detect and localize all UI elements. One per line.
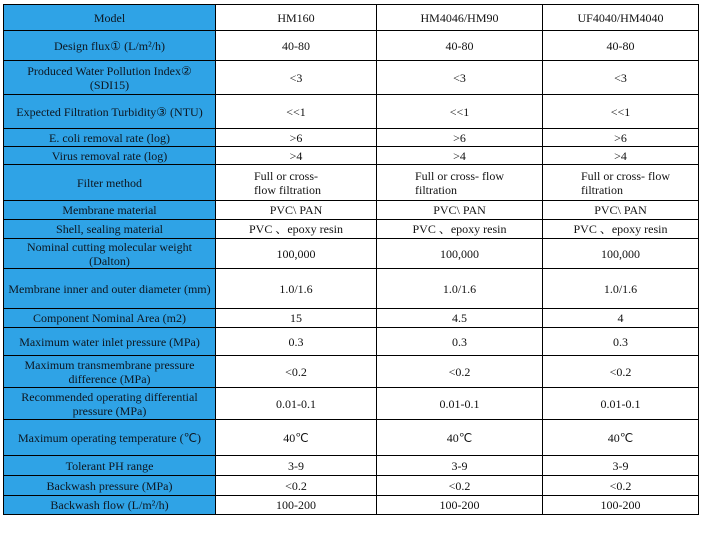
spec-row-maximum-water-inlet-pressure-mpa	[4, 328, 699, 356]
spec-value: >4	[377, 147, 543, 165]
spec-value-line: Full or cross- flow	[581, 168, 670, 183]
spec-value: PVC 、epoxy resin	[216, 220, 377, 239]
spec-value: 100,000	[377, 239, 543, 269]
spec-value: <3	[377, 61, 543, 95]
spec-value: >6	[216, 129, 377, 147]
spec-row-recommended-operating-differential-pressure-mpa	[4, 388, 699, 420]
spec-value: >6	[543, 129, 699, 147]
row-label: Recommended operating differential pressure (MPa)	[4, 388, 216, 420]
spec-value: >6	[377, 129, 543, 147]
spec-value: 1.0/1.6	[216, 269, 377, 309]
spec-value: <<1	[543, 95, 699, 129]
model-name-hm4046-hm90: HM4046/HM90	[377, 5, 543, 31]
spec-row-membrane-material	[4, 201, 699, 220]
spec-value: 100,000	[216, 239, 377, 269]
spec-value: <3	[216, 61, 377, 95]
row-label: Nominal cutting molecular weight (Dalton)	[4, 239, 216, 269]
spec-row-maximum-transmembrane-pressure-difference-mpa	[4, 356, 699, 388]
spec-value: <0.2	[216, 476, 377, 496]
spec-value: PVC\ PAN	[216, 201, 377, 220]
spec-row-expected-filtration-turbidity-ntu	[4, 95, 699, 129]
row-label: Design flux① (L/m²/h)	[4, 31, 216, 61]
row-label: Maximum transmembrane pressure difference (MPa)	[4, 356, 216, 388]
spec-value: 100-200	[543, 496, 699, 515]
spec-row-backwash-pressure-mpa	[4, 476, 699, 496]
spec-value	[543, 165, 699, 201]
row-label: Maximum water inlet pressure (MPa)	[4, 328, 216, 356]
spec-value: 0.01-0.1	[543, 388, 699, 420]
spec-value: >4	[543, 147, 699, 165]
spec-value: 40-80	[216, 31, 377, 61]
spec-value: 1.0/1.6	[543, 269, 699, 309]
spec-value: 40-80	[543, 31, 699, 61]
spec-value: <0.2	[216, 356, 377, 388]
spec-value: PVC 、epoxy resin	[543, 220, 699, 239]
spec-row-shell-sealing-material	[4, 220, 699, 239]
spec-value: 3-9	[216, 456, 377, 476]
spec-value: PVC 、epoxy resin	[377, 220, 543, 239]
row-label: Backwash flow (L/m²/h)	[4, 496, 216, 515]
spec-row-produced-water-pollution-index-sdi15	[4, 61, 699, 95]
spec-value: >4	[216, 147, 377, 165]
spec-value: <<1	[377, 95, 543, 129]
spec-value: 0.3	[216, 328, 377, 356]
specification-table	[3, 4, 699, 515]
spec-value: <3	[543, 61, 699, 95]
spec-value: 0.01-0.1	[377, 388, 543, 420]
spec-value: 0.3	[543, 328, 699, 356]
row-label: Filter method	[4, 165, 216, 201]
spec-value: 40℃	[543, 420, 699, 456]
spec-value: 100-200	[216, 496, 377, 515]
spec-value: 3-9	[543, 456, 699, 476]
spec-value-line: flow filtration	[254, 182, 321, 197]
spec-value: 0.3	[377, 328, 543, 356]
spec-value: 15	[216, 309, 377, 328]
spec-value: <0.2	[377, 476, 543, 496]
row-label: Component Nominal Area (m2)	[4, 309, 216, 328]
spec-value: PVC\ PAN	[377, 201, 543, 220]
spec-value: 100-200	[377, 496, 543, 515]
spec-row-maximum-operating-temperature	[4, 420, 699, 456]
model-name-hm160: HM160	[216, 5, 377, 31]
row-label: Shell, sealing material	[4, 220, 216, 239]
row-label: Membrane inner and outer diameter (mm)	[4, 269, 216, 309]
spec-row-e-coli-removal-rate-log	[4, 129, 699, 147]
spec-value: 40-80	[377, 31, 543, 61]
spec-value: PVC\ PAN	[543, 201, 699, 220]
spec-value: 4	[543, 309, 699, 328]
spec-row-tolerant-ph-range	[4, 456, 699, 476]
spec-value: 4.5	[377, 309, 543, 328]
spec-value-line: Full or cross- flow	[415, 168, 504, 183]
spec-value: 40℃	[216, 420, 377, 456]
spec-value: 3-9	[377, 456, 543, 476]
spec-value-line: filtration	[415, 182, 457, 197]
spec-value: 0.01-0.1	[216, 388, 377, 420]
spec-row-filter-method	[4, 165, 699, 201]
spec-value: <0.2	[543, 476, 699, 496]
spec-value	[377, 165, 543, 201]
row-label: Membrane material	[4, 201, 216, 220]
spec-row-membrane-inner-and-outer-diameter-mm	[4, 269, 699, 309]
row-label: Tolerant PH range	[4, 456, 216, 476]
row-label: Backwash pressure (MPa)	[4, 476, 216, 496]
spec-value: <0.2	[543, 356, 699, 388]
row-label: Virus removal rate (log)	[4, 147, 216, 165]
spec-value: 40℃	[377, 420, 543, 456]
spec-value-line: Full or cross-	[254, 168, 318, 183]
model-header-cell: Model	[4, 5, 216, 31]
header-row	[4, 5, 699, 31]
spec-row-nominal-cutting-molecular-weight-dalton	[4, 239, 699, 269]
spec-row-virus-removal-rate-log	[4, 147, 699, 165]
spec-value: 1.0/1.6	[377, 269, 543, 309]
spec-row-backwash-flow-l-m-h	[4, 496, 699, 515]
row-label: Expected Filtration Turbidity③ (NTU)	[4, 95, 216, 129]
spec-row-design-flux-l-m-h	[4, 31, 699, 61]
row-label: Produced Water Pollution Index② (SDI15)	[4, 61, 216, 95]
spec-value	[216, 165, 377, 201]
spec-row-component-nominal-area-m2	[4, 309, 699, 328]
spec-value: <<1	[216, 95, 377, 129]
spec-value-line: filtration	[581, 182, 623, 197]
spec-value: <0.2	[377, 356, 543, 388]
row-label: Maximum operating temperature (℃)	[4, 420, 216, 456]
spec-value: 100,000	[543, 239, 699, 269]
model-name-uf4040-hm4040: UF4040/HM4040	[543, 5, 699, 31]
row-label: E. coli removal rate (log)	[4, 129, 216, 147]
